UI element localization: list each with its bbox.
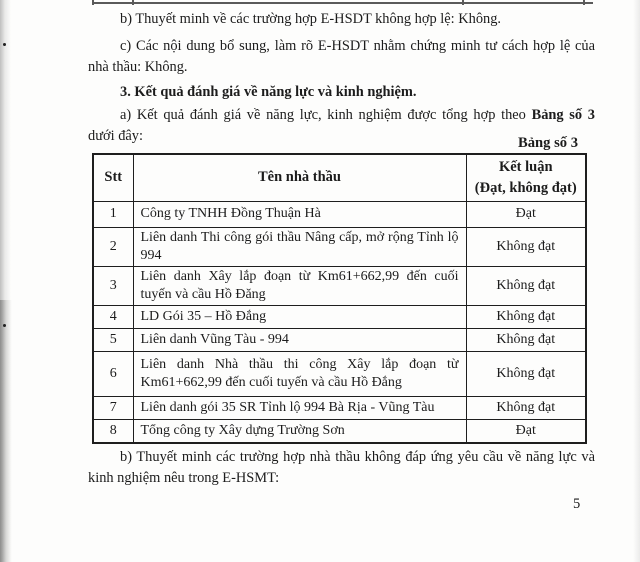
contractor-name-line1: LD Gói 35 – Hồ Đắng	[140, 308, 267, 324]
paragraph-c-clarifications	[88, 36, 595, 78]
paragraph-b-capability-line2: kinh nghiệm nêu trong E-HSMT:	[88, 470, 280, 486]
contractor-name-line1: Liên danh Vũng Tàu - 994	[140, 331, 289, 347]
cell-stt: 1	[93, 201, 133, 227]
page-number: 5	[573, 496, 581, 512]
cell-contractor-name	[133, 201, 466, 227]
table-row	[93, 328, 586, 351]
header-conclusion	[466, 154, 586, 201]
paragraph-b-invalid-bids: b) Thuyết minh về các trường hợp E-HSDT không hợp lệ: Không.	[120, 11, 502, 27]
results-table	[92, 153, 587, 444]
header-contractor-name: Tên nhà thầu	[133, 154, 466, 201]
paragraph-b-capability-line1: b) Thuyết minh các trường hợp nhà thầu không đáp ứng yêu cầu về năng lực và	[120, 449, 595, 465]
table-row	[93, 305, 586, 328]
header-conclusion-line1: Kết luận	[498, 158, 553, 175]
table-caption: Bảng số 3	[517, 135, 578, 151]
cell-contractor-name	[133, 351, 466, 396]
paragraph-a-line2: dưới đây:	[88, 128, 143, 144]
contractor-name-line2: 994	[140, 247, 162, 263]
cell-result: Không đạt	[466, 396, 586, 419]
table-row	[93, 419, 586, 443]
contractor-name-line1: Công ty TNHH Đồng Thuận Hà	[140, 206, 321, 221]
table-row	[93, 201, 586, 227]
cell-contractor-name	[133, 266, 466, 305]
paragraph-c-line2: nhà thầu: Không.	[88, 59, 188, 75]
paragraph-a-text: a) Kết quả đánh giá về năng lực, kinh nghiệm được tổng hợp theo	[120, 107, 526, 123]
cell-result: Không đạt	[466, 266, 586, 305]
contractor-name-line2: tuyến và cầu Hồ Đăng	[140, 286, 266, 302]
cell-result: Không đạt	[466, 328, 586, 351]
cell-result: Không đạt	[466, 227, 586, 266]
cell-contractor-name	[133, 227, 466, 266]
paragraph-b-capability	[88, 447, 595, 489]
contractor-name-line1: Liên danh Nhà thầu thi công Xây lắp đoạn từ	[140, 356, 459, 372]
contractor-name-line1: Liên danh Thi công gói thầu Nâng cấp, mở rộng Tỉnh lộ	[140, 229, 459, 245]
cell-contractor-name	[133, 419, 466, 443]
cell-stt: 8	[93, 419, 133, 443]
table-header-row	[93, 154, 586, 201]
heading-section-3: 3. Kết quả đánh giá về năng lực và kinh nghiệm.	[120, 84, 417, 100]
contractor-name-line1: Liên danh gói 35 SR Tỉnh lộ 994 Bà Rịa - Vũng Tàu	[140, 399, 435, 415]
table-reference: Bảng số 3	[531, 107, 596, 123]
cell-stt: 7	[93, 396, 133, 419]
paragraph-a-line1	[88, 105, 595, 126]
cell-result: Không đạt	[466, 351, 586, 396]
cell-stt: 3	[93, 266, 133, 305]
contractor-name-line2: Km61+662,99 đến cuối tuyến và cầu Hồ Đắng	[140, 374, 402, 390]
contractor-name-line1: Tổng công ty Xây dựng Trường Sơn	[140, 422, 345, 438]
table-row	[93, 266, 586, 305]
cell-stt: 4	[93, 305, 133, 328]
paragraph-c-line1: c) Các nội dung bổ sung, làm rõ E-HSDT nhằm chứng minh tư cách hợp lệ của	[120, 38, 595, 54]
table-row	[93, 351, 586, 396]
header-stt: Stt	[93, 154, 133, 201]
table-row	[93, 396, 586, 419]
cell-contractor-name	[133, 305, 466, 328]
cell-contractor-name	[133, 396, 466, 419]
cell-stt: 5	[93, 328, 133, 351]
table-row	[93, 227, 586, 266]
header-conclusion-line2: (Đạt, không đạt)	[474, 179, 577, 196]
cell-result: Đạt	[466, 201, 586, 227]
contractor-name-line1: Liên danh Xây lắp đoạn từ Km61+662,99 đến cuối	[140, 268, 459, 284]
cell-stt: 2	[93, 227, 133, 266]
cell-stt: 6	[93, 351, 133, 396]
cell-contractor-name	[133, 328, 466, 351]
cell-result: Đạt	[466, 419, 586, 443]
cell-result: Không đạt	[466, 305, 586, 328]
